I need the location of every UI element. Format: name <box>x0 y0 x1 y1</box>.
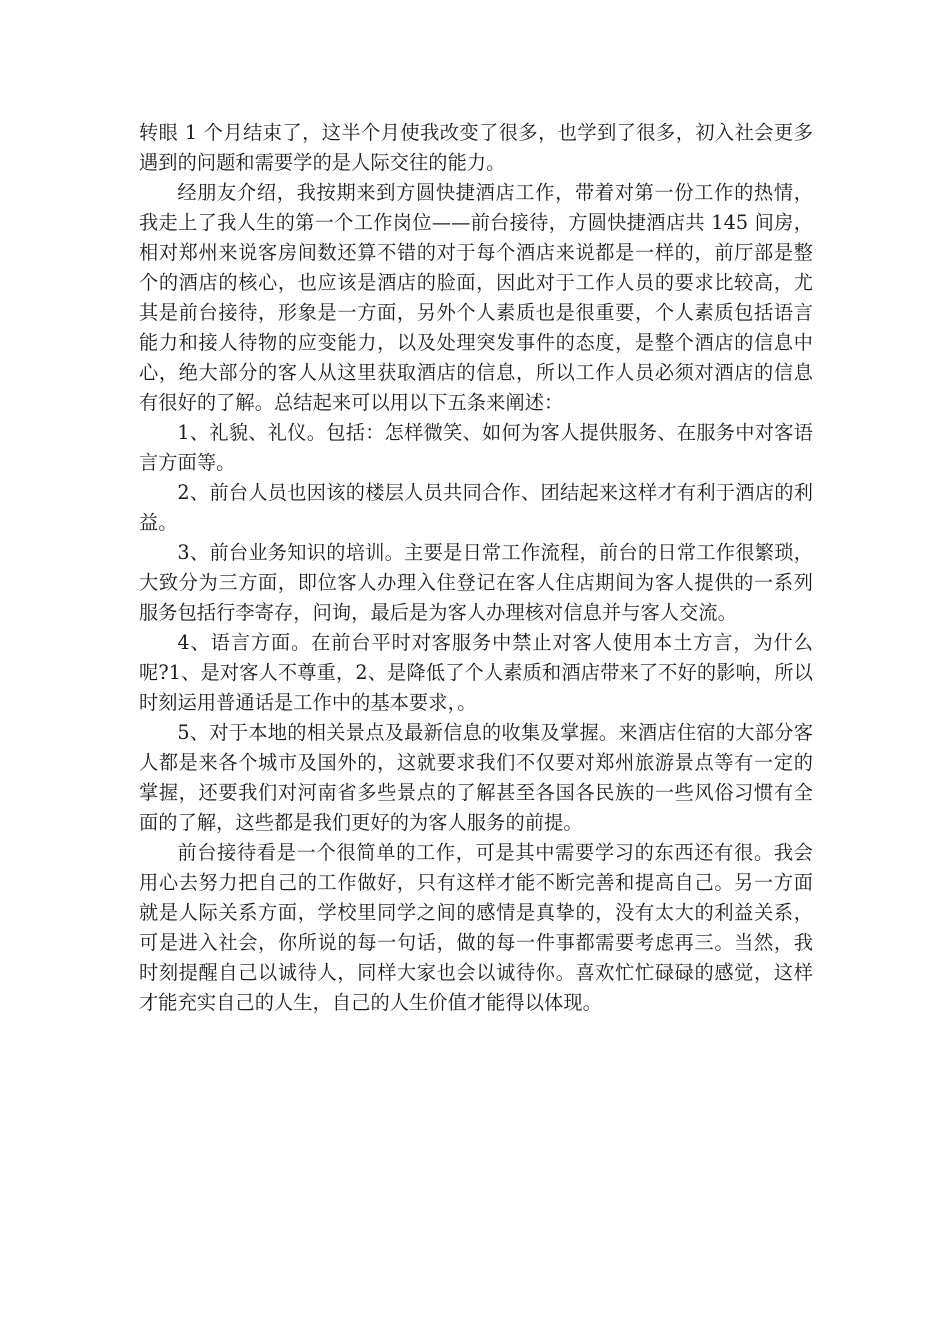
paragraph-conclusion: 前台接待看是一个很简单的工作，可是其中需要学习的东西还有很。我会用心去努力把自己的工作做好，只有这样才能不断完善和提高自己。另一方面就是人际关系方面，学校里同学之间的感情是真挚的，没有太大的利益关系，可是进入社会，你所说的每一句话，做的每一件事都需要考虑再三。当然，我时刻提醒自己以诚待人，同样大家也会以诚待你。喜欢忙忙碌碌的感觉，这样才能充实自己的人生，自己的人生价值才能得以体现。 <box>139 841 813 1014</box>
paragraph-intro: 经朋友介绍，我按期来到方圆快捷酒店工作，带着对第一份工作的热情，我走上了我人生的第一个工作岗位——前台接待，方圆快捷酒店共 145 间房，相对郑州来说客房间数还算不错的对于每个酒店来说都是一样的，前厅部是整个的酒店的核心，也应该是酒店的脸面，因此对于工作人员的要求比较高，尤其是前台接待，形象是一方面，另外个人素质也是很重要，个人素质包括语言能力和接人待物的应变能力，以及处理突发事件的态度，是整个酒店的信息中心，绝大部分的客人从这里获取酒店的信息，所以工作人员必须对酒店的信息有很好的了解。总结起来可以用以下五条来阐述： <box>139 181 813 414</box>
document-text-body <box>139 118 813 1018</box>
paragraph-opening: 转眼 1 个月结束了，这半个月使我改变了很多，也学到了很多，初入社会更多遇到的问题和需要学的是人际交往的能力。 <box>139 121 813 174</box>
list-item-point-2: 2、前台人员也因该的楼层人员共同合作、团结起来这样才有利于酒店的利益。 <box>139 481 813 534</box>
list-item-point-3: 3、前台业务知识的培训。主要是日常工作流程，前台的日常工作很繁琐，大致分为三方面，即位客人办理入住登记在客人住店期间为客人提供的一系列服务包括行李寄存，问询，最后是为客人办理核对信息并与客人交流。 <box>139 541 813 624</box>
list-item-point-1: 1、礼貌、礼仪。包括：怎样微笑、如何为客人提供服务、在服务中对客语言方面等。 <box>139 421 813 474</box>
list-item-point-4: 4、语言方面。在前台平时对客服务中禁止对客人使用本土方言，为什么呢?1、是对客人不尊重，2、是降低了个人素质和酒店带来了不好的影响，所以时刻运用普通话是工作中的基本要求，。 <box>139 631 813 714</box>
list-item-point-5: 5、对于本地的相关景点及最新信息的收集及掌握。来酒店住宿的大部分客人都是来各个城市及国外的，这就要求我们不仅要对郑州旅游景点等有一定的掌握，还要我们对河南省多些景点的了解甚至各国各民族的一些风俗习惯有全面的了解，这些都是我们更好的为客人服务的前提。 <box>139 721 813 834</box>
